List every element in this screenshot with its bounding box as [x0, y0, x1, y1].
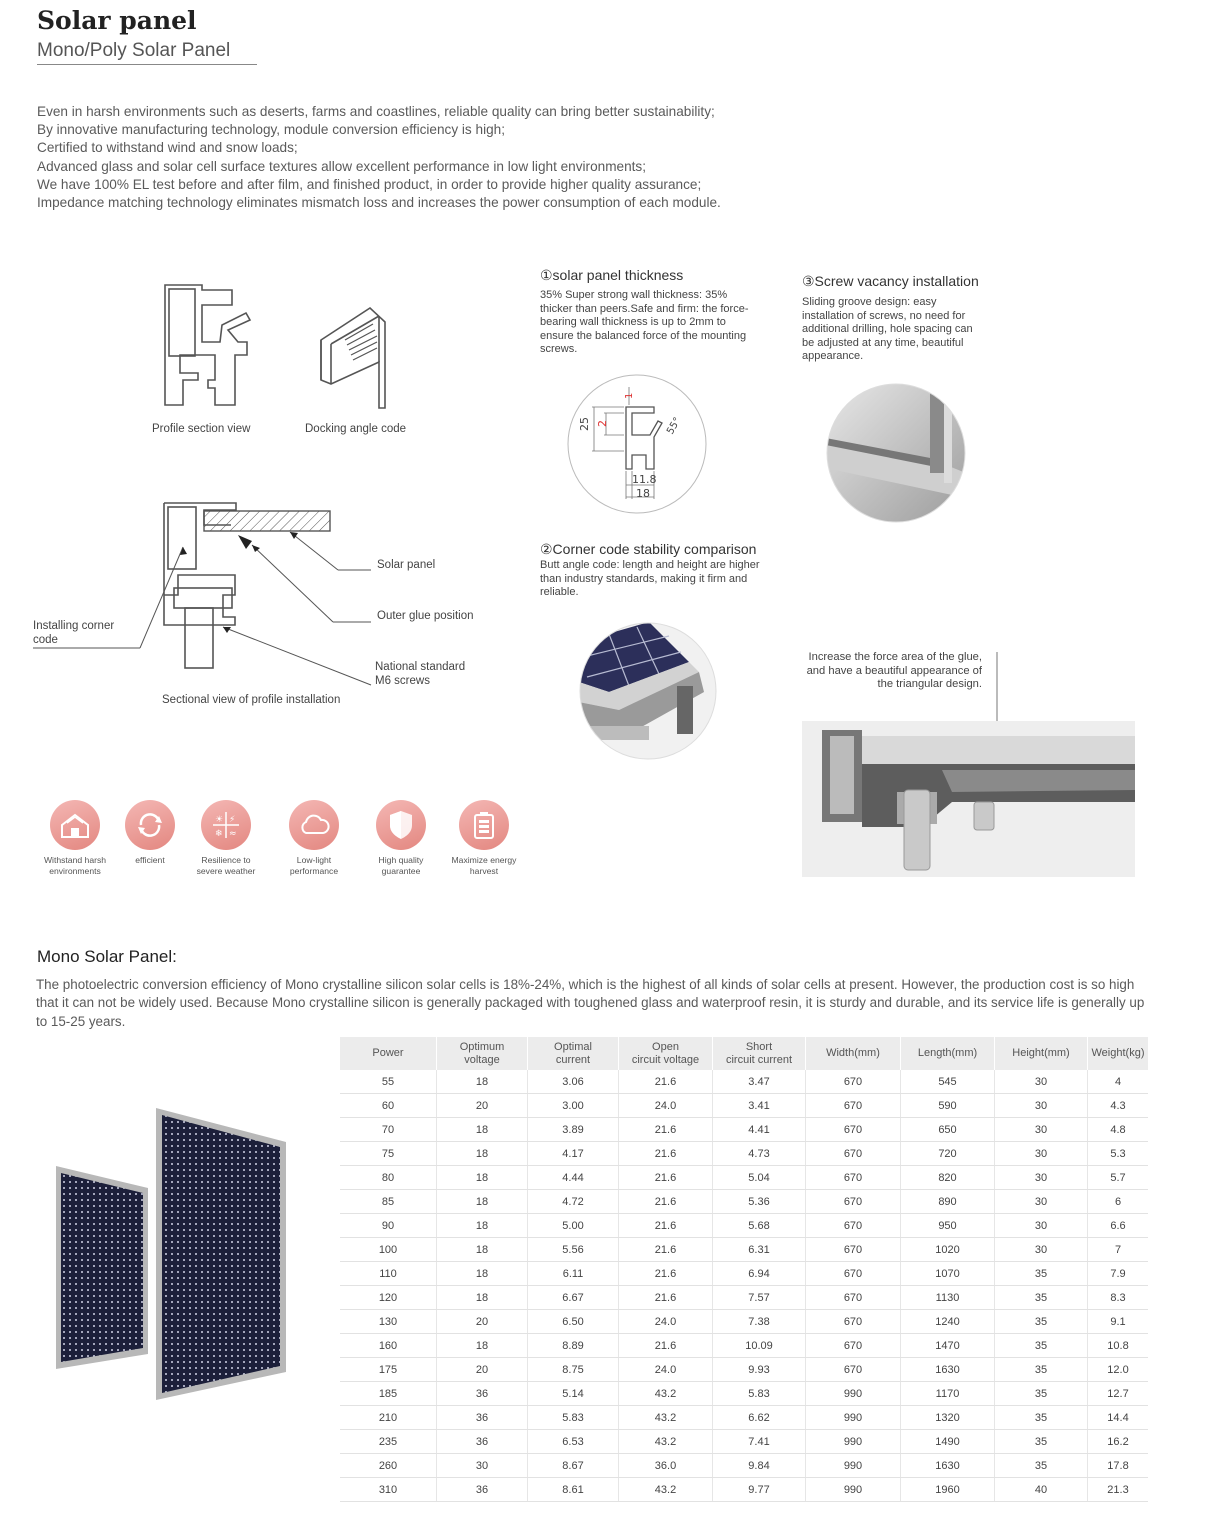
header-line: Open — [652, 1040, 679, 1053]
table-cell: 18 — [437, 1190, 528, 1214]
col-header-optimum-voltage — [437, 1037, 528, 1070]
table-cell: 3.47 — [713, 1070, 806, 1094]
col-header-width — [806, 1037, 901, 1070]
table-cell: 21.6 — [619, 1166, 713, 1190]
table-cell: 20 — [437, 1310, 528, 1334]
table-cell: 670 — [806, 1334, 901, 1358]
table-cell: 7.9 — [1088, 1262, 1149, 1286]
icon-label-line: severe weather — [196, 865, 256, 876]
table-cell: 310 — [340, 1478, 437, 1502]
feature-icons-row — [38, 800, 538, 880]
feature-3-title: ③Screw vacancy installation — [802, 273, 979, 289]
table-cell: 5.00 — [528, 1214, 619, 1238]
table-cell: 18 — [437, 1262, 528, 1286]
feature-2-title: ②Corner code stability comparison — [540, 541, 757, 557]
dim-55: 55° — [665, 415, 684, 437]
table-cell: 100 — [340, 1238, 437, 1262]
dim-18: 18 — [636, 487, 650, 500]
table-cell: 670 — [806, 1238, 901, 1262]
table-cell: 60 — [340, 1094, 437, 1118]
icon-item-lowlight — [274, 800, 354, 876]
table-cell: 18 — [437, 1214, 528, 1238]
profile-3d-render — [802, 652, 1136, 878]
table-cell: 8.61 — [528, 1478, 619, 1502]
icon-label-line: efficient — [135, 855, 165, 865]
table-cell: 5.14 — [528, 1382, 619, 1406]
table-cell: 950 — [901, 1214, 995, 1238]
intro-line: Even in harsh environments such as deserts, farms and coastlines, reliable quality can bring better sustainability; — [37, 104, 715, 119]
header-line: voltage — [464, 1053, 500, 1066]
icon-label-line: performance — [289, 865, 339, 876]
table-cell: 4.72 — [528, 1190, 619, 1214]
table-row — [340, 1166, 1148, 1190]
intro-list — [37, 103, 797, 212]
table-cell: 110 — [340, 1262, 437, 1286]
icon-label-line: guarantee — [381, 865, 421, 876]
table-cell: 210 — [340, 1406, 437, 1430]
table-cell: 1020 — [901, 1238, 995, 1262]
table-cell: 40 — [995, 1478, 1088, 1502]
table-cell: 8.89 — [528, 1334, 619, 1358]
m6-line-1: National standard — [375, 661, 466, 673]
table-cell: 130 — [340, 1310, 437, 1334]
icon-item-weather — [186, 800, 266, 876]
docking-angle-drawing — [315, 300, 395, 412]
table-cell: 670 — [806, 1358, 901, 1382]
table-cell: 18 — [437, 1142, 528, 1166]
battery-icon — [459, 800, 509, 850]
table-cell: 120 — [340, 1286, 437, 1310]
icon-item-energy — [444, 800, 524, 876]
table-row — [340, 1310, 1148, 1334]
corner-code-label — [33, 620, 114, 647]
icon-label-line: harvest — [469, 865, 499, 876]
table-cell: 20 — [437, 1094, 528, 1118]
header-line: Weight(kg) — [1091, 1047, 1145, 1059]
table-cell: 36 — [437, 1478, 528, 1502]
table-cell: 30 — [995, 1190, 1088, 1214]
title-divider — [37, 64, 257, 65]
table-cell: 90 — [340, 1214, 437, 1238]
table-row — [340, 1190, 1148, 1214]
table-cell: 6.6 — [1088, 1214, 1149, 1238]
table-cell: 185 — [340, 1382, 437, 1406]
table-cell: 4.17 — [528, 1142, 619, 1166]
table-cell: 4.8 — [1088, 1118, 1149, 1142]
table-cell: 30 — [995, 1094, 1088, 1118]
table-cell: 75 — [340, 1142, 437, 1166]
table-cell: 1170 — [901, 1382, 995, 1406]
table-row — [340, 1406, 1148, 1430]
table-cell: 720 — [901, 1142, 995, 1166]
table-cell: 24.0 — [619, 1094, 713, 1118]
table-cell: 4 — [1088, 1070, 1149, 1094]
intro-line: By innovative manufacturing technology, module conversion efficiency is high; — [37, 122, 505, 138]
col-header-short-circuit-current — [713, 1037, 806, 1070]
table-cell: 30 — [995, 1238, 1088, 1262]
col-header-power — [340, 1037, 437, 1070]
svg-text:≈: ≈ — [229, 829, 237, 839]
icon-label-line: environments — [49, 865, 101, 876]
table-cell: 35 — [995, 1262, 1088, 1286]
table-cell: 18 — [437, 1238, 528, 1262]
table-cell: 1490 — [901, 1430, 995, 1454]
table-row — [340, 1430, 1148, 1454]
table-cell: 12.0 — [1088, 1358, 1149, 1382]
table-cell: 6.62 — [713, 1406, 806, 1430]
table-cell: 70 — [340, 1118, 437, 1142]
cycle-icon — [125, 800, 175, 850]
table-cell: 8.3 — [1088, 1286, 1149, 1310]
table-cell: 21.6 — [619, 1286, 713, 1310]
table-cell: 21.3 — [1088, 1478, 1149, 1502]
table-cell: 4.44 — [528, 1166, 619, 1190]
table-cell: 43.2 — [619, 1430, 713, 1454]
table-cell: 260 — [340, 1454, 437, 1478]
table-cell: 670 — [806, 1142, 901, 1166]
table-row — [340, 1334, 1148, 1358]
table-cell: 7.57 — [713, 1286, 806, 1310]
table-cell: 670 — [806, 1166, 901, 1190]
table-cell: 36 — [437, 1430, 528, 1454]
table-cell: 36 — [437, 1406, 528, 1430]
table-cell: 670 — [806, 1262, 901, 1286]
table-cell: 21.6 — [619, 1334, 713, 1358]
intro-line: Advanced glass and solar cell surface textures allow excellent performance in low light environments; — [37, 158, 647, 174]
table-cell: 5.04 — [713, 1166, 806, 1190]
header-line: Height(mm) — [1012, 1047, 1070, 1059]
table-cell: 9.77 — [713, 1478, 806, 1502]
corner-line-2: code — [33, 633, 58, 646]
table-header-row — [340, 1037, 1148, 1070]
corner-line-1: Installing corner — [33, 620, 115, 632]
table-cell: 5.83 — [713, 1382, 806, 1406]
table-cell: 3.89 — [528, 1118, 619, 1142]
dim-1: 1 — [624, 392, 635, 399]
m6-screws-label — [375, 661, 465, 688]
table-cell: 10.8 — [1088, 1334, 1149, 1358]
table-cell: 7 — [1088, 1238, 1149, 1262]
table-cell: 820 — [901, 1166, 995, 1190]
table-cell: 35 — [995, 1334, 1088, 1358]
col-header-open-circuit-voltage — [619, 1037, 713, 1070]
icon-label-line: Resilience to — [201, 855, 251, 865]
table-row — [340, 1262, 1148, 1286]
table-cell: 5.3 — [1088, 1142, 1149, 1166]
icon-label — [186, 855, 266, 876]
dim-25: 25 — [578, 417, 591, 431]
feature-1-title: ①solar panel thickness — [540, 267, 684, 283]
header-line: Optimal — [554, 1040, 592, 1053]
table-row — [340, 1382, 1148, 1406]
intro-line: Certified to withstand wind and snow loads; — [37, 140, 298, 156]
table-cell: 21.6 — [619, 1214, 713, 1238]
table-cell: 1240 — [901, 1310, 995, 1334]
table-cell: 43.2 — [619, 1382, 713, 1406]
table-cell: 175 — [340, 1358, 437, 1382]
table-row — [340, 1094, 1148, 1118]
table-cell: 4.41 — [713, 1118, 806, 1142]
table-cell: 5.56 — [528, 1238, 619, 1262]
solar-panels-image — [52, 1104, 288, 1402]
profile-section-drawing — [150, 280, 260, 410]
shield-icon — [376, 800, 426, 850]
svg-text:❄: ❄ — [215, 829, 223, 839]
header-line: Optimum — [459, 1040, 505, 1053]
table-cell: 3.41 — [713, 1094, 806, 1118]
outer-glue-label: Outer glue position — [377, 610, 474, 622]
page-title: Solar panel — [37, 6, 197, 35]
table-cell: 990 — [806, 1382, 901, 1406]
sectional-view-label: Sectional view of profile installation — [162, 694, 341, 706]
table-cell: 18 — [437, 1334, 528, 1358]
table-row — [340, 1214, 1148, 1238]
screw-vacancy-photo — [826, 383, 966, 523]
table-cell: 990 — [806, 1454, 901, 1478]
table-cell: 43.2 — [619, 1406, 713, 1430]
table-cell: 16.2 — [1088, 1430, 1149, 1454]
table-cell: 18 — [437, 1286, 528, 1310]
table-cell: 24.0 — [619, 1358, 713, 1382]
table-cell: 30 — [995, 1118, 1088, 1142]
table-cell: 9.84 — [713, 1454, 806, 1478]
table-cell: 9.93 — [713, 1358, 806, 1382]
table-cell: 670 — [806, 1118, 901, 1142]
table-cell: 6.53 — [528, 1430, 619, 1454]
table-cell: 4.3 — [1088, 1094, 1149, 1118]
table-cell: 36 — [437, 1382, 528, 1406]
icon-label — [444, 855, 524, 876]
table-cell: 7.38 — [713, 1310, 806, 1334]
table-cell: 30 — [995, 1070, 1088, 1094]
header-line: circuit current — [725, 1053, 793, 1066]
table-cell: 5.36 — [713, 1190, 806, 1214]
table-cell: 6.67 — [528, 1286, 619, 1310]
table-cell: 670 — [806, 1286, 901, 1310]
table-cell: 1070 — [901, 1262, 995, 1286]
icon-label-line: High quality — [378, 855, 424, 865]
table-cell: 1630 — [901, 1358, 995, 1382]
table-cell: 160 — [340, 1334, 437, 1358]
table-cell: 1130 — [901, 1286, 995, 1310]
svg-text:⚡: ⚡ — [229, 815, 236, 825]
table-cell: 650 — [901, 1118, 995, 1142]
table-cell: 30 — [995, 1214, 1088, 1238]
table-cell: 4.73 — [713, 1142, 806, 1166]
table-cell: 990 — [806, 1406, 901, 1430]
table-cell: 235 — [340, 1430, 437, 1454]
table-row — [340, 1142, 1148, 1166]
table-cell: 18 — [437, 1166, 528, 1190]
weather-icon — [201, 800, 251, 850]
table-cell: 990 — [806, 1478, 901, 1502]
table-cell: 21.6 — [619, 1238, 713, 1262]
table-cell: 35 — [995, 1286, 1088, 1310]
house-icon — [50, 800, 100, 850]
table-cell: 9.1 — [1088, 1310, 1149, 1334]
table-cell: 6.94 — [713, 1262, 806, 1286]
table-cell: 6.50 — [528, 1310, 619, 1334]
table-cell: 5.68 — [713, 1214, 806, 1238]
icon-label-line: Withstand harsh — [43, 855, 107, 865]
table-cell: 21.6 — [619, 1070, 713, 1094]
header-line: Width(mm) — [826, 1047, 880, 1059]
table-cell: 5.83 — [528, 1406, 619, 1430]
table-cell: 890 — [901, 1190, 995, 1214]
profile-section-label: Profile section view — [152, 423, 251, 435]
table-cell: 80 — [340, 1166, 437, 1190]
table-cell: 590 — [901, 1094, 995, 1118]
dim-2: 2 — [596, 420, 609, 427]
table-cell: 35 — [995, 1454, 1088, 1478]
table-cell: 85 — [340, 1190, 437, 1214]
cloud-icon — [289, 800, 339, 850]
table-row — [340, 1118, 1148, 1142]
table-cell: 18 — [437, 1118, 528, 1142]
table-cell: 12.7 — [1088, 1382, 1149, 1406]
table-cell: 18 — [437, 1070, 528, 1094]
table-cell: 670 — [806, 1094, 901, 1118]
table-cell: 3.00 — [528, 1094, 619, 1118]
table-cell: 1960 — [901, 1478, 995, 1502]
table-cell: 6.31 — [713, 1238, 806, 1262]
header-line: Length(mm) — [917, 1047, 978, 1059]
table-cell: 21.6 — [619, 1190, 713, 1214]
spec-table — [340, 1037, 1148, 1502]
col-header-optimal-current — [528, 1037, 619, 1070]
table-cell: 17.8 — [1088, 1454, 1149, 1478]
svg-text:☀: ☀ — [215, 815, 224, 825]
table-cell: 55 — [340, 1070, 437, 1094]
thickness-dimension-drawing — [566, 373, 708, 515]
header-line: Short — [745, 1040, 773, 1053]
table-cell: 6 — [1088, 1190, 1149, 1214]
icon-label-line: Maximize energy — [451, 855, 517, 865]
table-cell: 30 — [437, 1454, 528, 1478]
intro-line: Impedance matching technology eliminates mismatch loss and increases the power consumption of each module. — [37, 195, 721, 211]
icon-label — [110, 855, 190, 866]
table-cell: 1320 — [901, 1406, 995, 1430]
icon-label — [35, 855, 115, 876]
m6-line-2: M6 screws — [375, 674, 430, 687]
mono-description: The photoelectric conversion efficiency of Mono crystalline silicon solar cells is 18%-24%, which is the highest of all kinds of solar cells at present. However, the production cost is so high that it can not be widely used. Because Mono crystalline silicon is generally packaged with toughened glass and waterproof resin, it is sturdy and durable, and its service life is generally up to 15-25 years. — [36, 977, 1145, 1029]
col-header-weight — [1088, 1037, 1149, 1070]
table-cell: 670 — [806, 1070, 901, 1094]
table-cell: 35 — [995, 1358, 1088, 1382]
icon-item-harsh — [35, 800, 115, 876]
table-cell: 1630 — [901, 1454, 995, 1478]
glue-note: Increase the force area of the glue, and have a beautiful appearance of the triangular design. — [806, 651, 982, 691]
table-cell: 35 — [995, 1406, 1088, 1430]
header-line: circuit voltage — [631, 1053, 700, 1066]
table-cell: 670 — [806, 1310, 901, 1334]
table-cell: 30 — [995, 1166, 1088, 1190]
table-cell: 8.67 — [528, 1454, 619, 1478]
solar-panel-label: Solar panel — [377, 559, 436, 571]
table-cell: 21.6 — [619, 1118, 713, 1142]
page-subtitle: Mono/Poly Solar Panel — [37, 40, 231, 61]
table-row — [340, 1454, 1148, 1478]
table-row — [340, 1358, 1148, 1382]
table-cell: 24.0 — [619, 1310, 713, 1334]
table-cell: 990 — [806, 1430, 901, 1454]
table-cell: 14.4 — [1088, 1406, 1149, 1430]
table-cell: 30 — [995, 1142, 1088, 1166]
table-row — [340, 1478, 1148, 1502]
table-cell: 1470 — [901, 1334, 995, 1358]
table-cell: 7.41 — [713, 1430, 806, 1454]
table-cell: 6.11 — [528, 1262, 619, 1286]
col-header-length — [901, 1037, 995, 1070]
table-cell: 670 — [806, 1190, 901, 1214]
table-cell: 8.75 — [528, 1358, 619, 1382]
table-cell: 35 — [995, 1382, 1088, 1406]
table-cell: 21.6 — [619, 1142, 713, 1166]
icon-label — [361, 855, 441, 876]
dim-11-8: 11.8 — [632, 473, 657, 486]
icon-item-quality — [361, 800, 441, 876]
icon-label-line: Low-light — [296, 855, 332, 865]
corner-code-photo — [579, 622, 717, 760]
table-cell: 35 — [995, 1310, 1088, 1334]
table-cell: 3.06 — [528, 1070, 619, 1094]
mono-heading: Mono Solar Panel: — [37, 947, 177, 966]
table-row — [340, 1238, 1148, 1262]
col-header-height — [995, 1037, 1088, 1070]
table-cell: 35 — [995, 1430, 1088, 1454]
table-cell: 43.2 — [619, 1478, 713, 1502]
icon-label — [274, 855, 354, 876]
table-cell: 36.0 — [619, 1454, 713, 1478]
table-cell: 545 — [901, 1070, 995, 1094]
header-line: current — [555, 1053, 591, 1066]
table-row — [340, 1286, 1148, 1310]
feature-2-text: Butt angle code: length and height are higher than industry standards, making it firm and reliable. — [540, 559, 760, 599]
table-cell: 670 — [806, 1214, 901, 1238]
feature-1-text: 35% Super strong wall thickness: 35% thicker than peers.Safe and firm: the force-bearing wall thickness is up to 2mm to ensure the balanced force of the mounting screws. — [540, 289, 749, 356]
docking-angle-label: Docking angle code — [305, 423, 407, 435]
icon-item-efficient — [110, 800, 190, 866]
feature-3-text: Sliding groove design: easy installation of screws, no need for additional drilling, hole spacing can be adjusted at any time, beautiful appearance. — [802, 296, 973, 363]
table-cell: 10.09 — [713, 1334, 806, 1358]
table-cell: 20 — [437, 1358, 528, 1382]
table-row — [340, 1070, 1148, 1094]
intro-line: We have 100% EL test before and after film, and finished product, in order to provide higher quality assurance; — [37, 176, 702, 192]
table-cell: 5.7 — [1088, 1166, 1149, 1190]
header-line: Power — [372, 1047, 404, 1059]
table-cell: 21.6 — [619, 1262, 713, 1286]
